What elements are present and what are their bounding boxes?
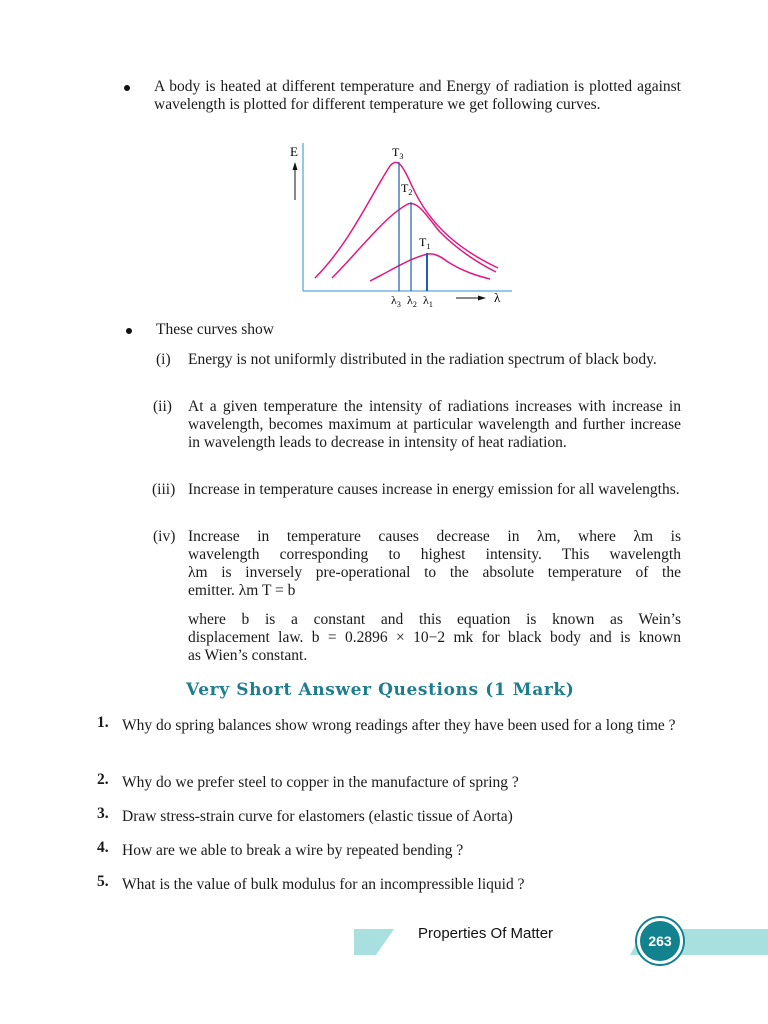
mark-lambda1: $\lambda_1$: [423, 293, 433, 309]
question-number: 3.: [97, 805, 109, 822]
item-number: (ii): [153, 398, 172, 415]
item-text: At a given temperature the intensity of radiations increases with increase in wavelength, becomes maximum at particular wavelength and further increase in wavelength leads to decrease in intensity of heat radiation.: [188, 398, 681, 451]
page-number-badge: 263: [637, 918, 683, 964]
radiation-curve-figure: [280, 138, 520, 313]
lambda-arrow-head: [478, 296, 486, 301]
question-number: 2.: [97, 771, 109, 788]
footer-chapter-title: Properties Of Matter: [418, 925, 554, 942]
wein-paragraph-line: displacement law. b = 0.2896 × 10−2 mk for black body and is known: [188, 629, 681, 646]
mark-lambda3: $\lambda_3$: [391, 293, 401, 309]
wein-paragraph-line: as Wien’s constant.: [188, 647, 308, 664]
question-number: 5.: [97, 873, 109, 890]
section-heading: Very Short Answer Questions (1 Mark): [186, 680, 575, 700]
label-t1: $T_1$: [419, 235, 431, 251]
label-t3: $T_3$: [392, 145, 404, 161]
item-text-line: λm is inversely pre-operational to the absolute temperature of the: [188, 564, 681, 581]
intro-paragraph: A body is heated at different temperature and Energy of radiation is plotted against wavelength is plotted for different temperature we get following curves.: [154, 78, 681, 113]
item-number: (i): [156, 351, 171, 368]
question-text: How are we able to break a wire by repeated bending ?: [122, 842, 464, 859]
curve-t3: [315, 162, 498, 278]
question-text: Why do spring balances show wrong readings after they have been used for a long time ?: [122, 717, 676, 734]
question-text: Why do we prefer steel to copper in the manufacture of spring ?: [122, 774, 519, 791]
item-text: Increase in temperature causes increase in energy emission for all wavelengths.: [188, 481, 680, 498]
item-number: (iii): [152, 481, 176, 498]
item-text-line: emitter. λm T = b: [188, 582, 296, 599]
item-text-line: wavelength corresponding to highest intensity. This wavelength: [188, 546, 681, 563]
question-text: What is the value of bulk modulus for an incompressible liquid ?: [122, 876, 525, 893]
footer-left-accent: [354, 929, 394, 955]
label-t2: $T_2$: [401, 181, 413, 197]
question-text: Draw stress-strain curve for elastomers (elastic tissue of Aorta): [122, 808, 513, 825]
y-axis-label: E: [290, 144, 298, 159]
curve-t2: [332, 203, 496, 278]
item-text: Energy is not uniformly distributed in the radiation spectrum of black body.: [188, 351, 657, 368]
item-text-line: Increase in temperature causes decrease in λm, where λm is: [188, 528, 681, 545]
bullet-dot: [124, 85, 130, 91]
item-number: (iv): [153, 528, 176, 545]
e-arrow-head: [293, 162, 298, 170]
mark-lambda2: $\lambda_2$: [407, 293, 417, 309]
curves-show-lead: These curves show: [156, 321, 274, 338]
x-axis-label: λ: [494, 290, 501, 305]
bullet-dot: [126, 328, 132, 334]
wein-paragraph-line: where b is a constant and this equation is known as Wein’s: [188, 611, 681, 628]
question-number: 1.: [97, 714, 109, 731]
question-number: 4.: [97, 839, 109, 856]
